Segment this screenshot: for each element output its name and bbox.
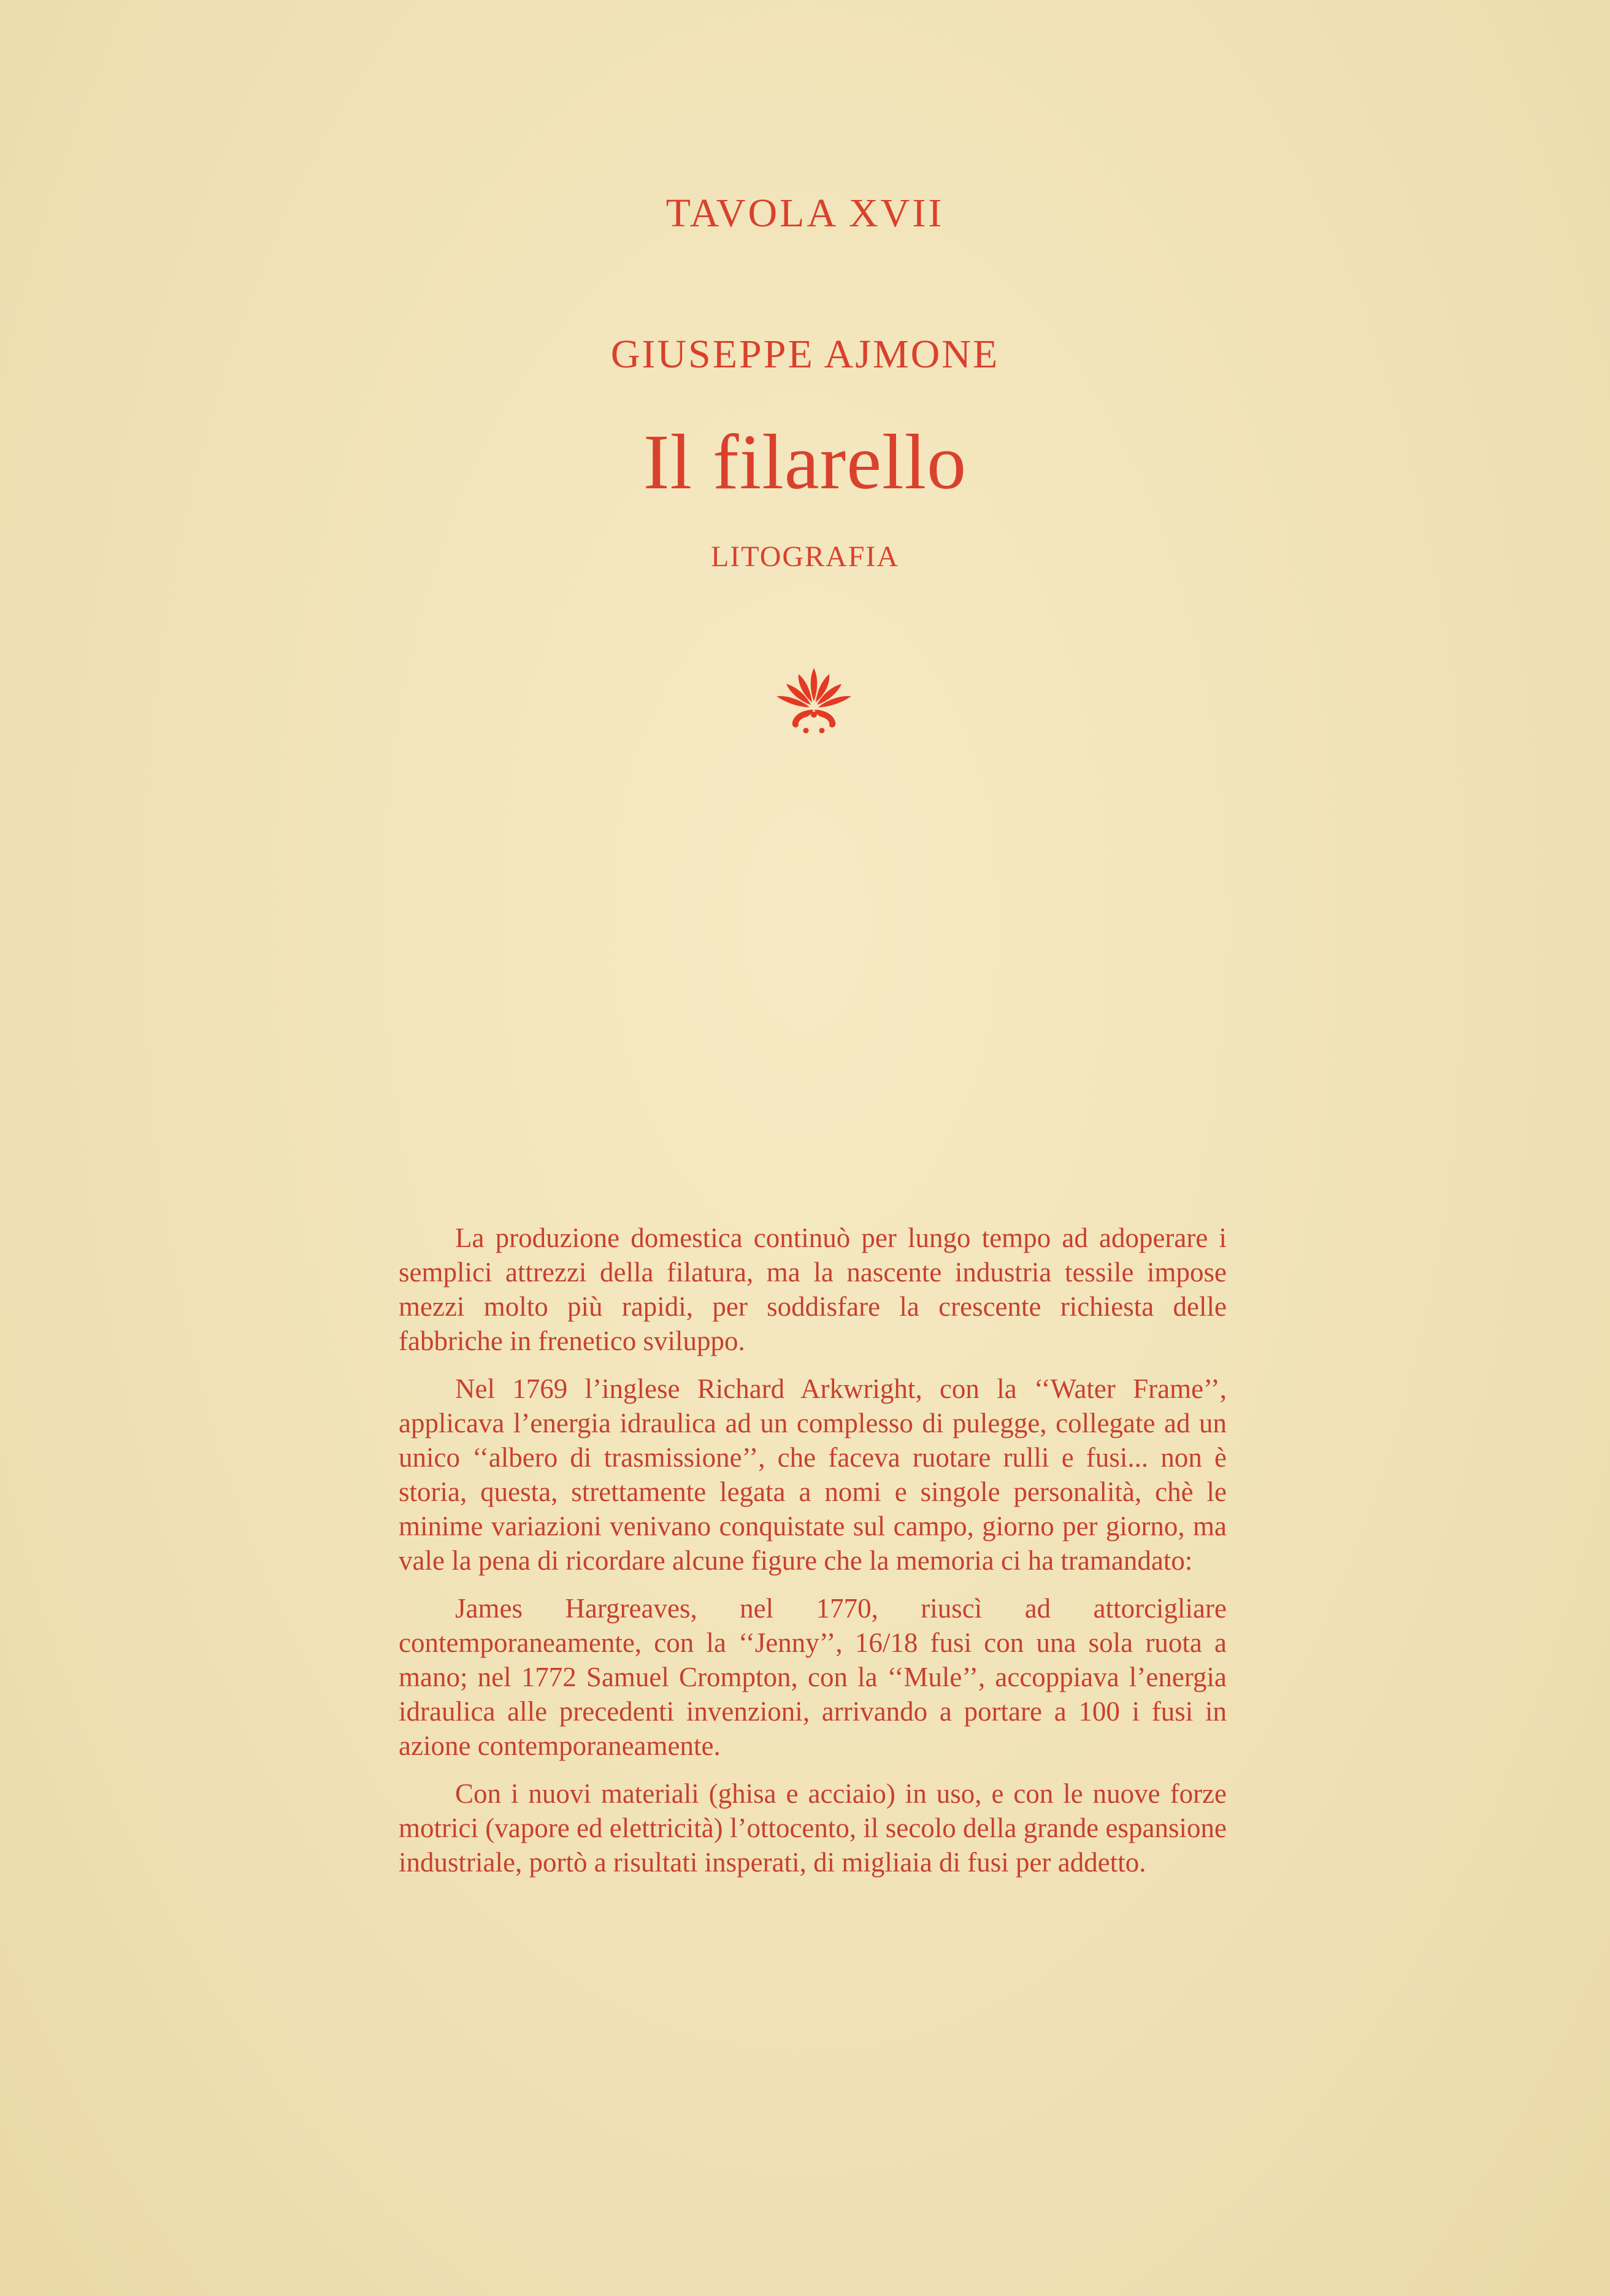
paragraph: James Hargreaves, nel 1770, riuscì ad attorcigliare contemporaneamente, con la ‘‘Jenny’’, 16/18 fusi con una sola ruota a mano; nel 1772 Samuel Crompton, con la ‘‘Mule’’, accoppiava l’energia idraulica alle precedenti invenzioni, arrivando a portare a 100 i fusi in azione contemporaneamente. bbox=[399, 1593, 1227, 1761]
artwork-title: Il filarello bbox=[643, 418, 967, 505]
author-name: GIUSEPPE AJMONE bbox=[610, 332, 1000, 377]
palmette-ornament-icon bbox=[774, 666, 854, 736]
paragraph: Nel 1769 l’inglese Richard Arkwright, con la ‘‘Water Frame’’, applicava l’energia idraulica ad un complesso di pulegge, collegate ad un unico ‘‘albero di trasmissione’’, che faceva ruotare rulli e fusi... non è storia, questa, strettamente legata a nomi e singole personalità, chè le minime variazioni venivano conquistate sul campo, giorno per giorno, ma vale la pena di ricordare alcune figure che la memoria ci ha tramandato: bbox=[399, 1373, 1227, 1576]
body-text bbox=[399, 1221, 1227, 1893]
paragraph: La produzione domestica continuò per lungo tempo ad adoperare i semplici attrezzi della filatura, ma la nascente industria tessile impose mezzi molto più rapidi, per soddisfare la crescente richiesta delle fabbriche in frenetico sviluppo. bbox=[399, 1223, 1227, 1356]
plate-number: TAVOLA XVII bbox=[665, 191, 945, 236]
paragraph: Con i nuovi materiali (ghisa e acciaio) in uso, e con le nuove forze motrici (vapore ed elettricità) l’ottocento, il secolo della grande espansione industriale, portò a risultati insperati, di migliaia di fusi per addetto. bbox=[399, 1778, 1227, 1878]
technique-label: LITOGRAFIA bbox=[710, 540, 900, 573]
